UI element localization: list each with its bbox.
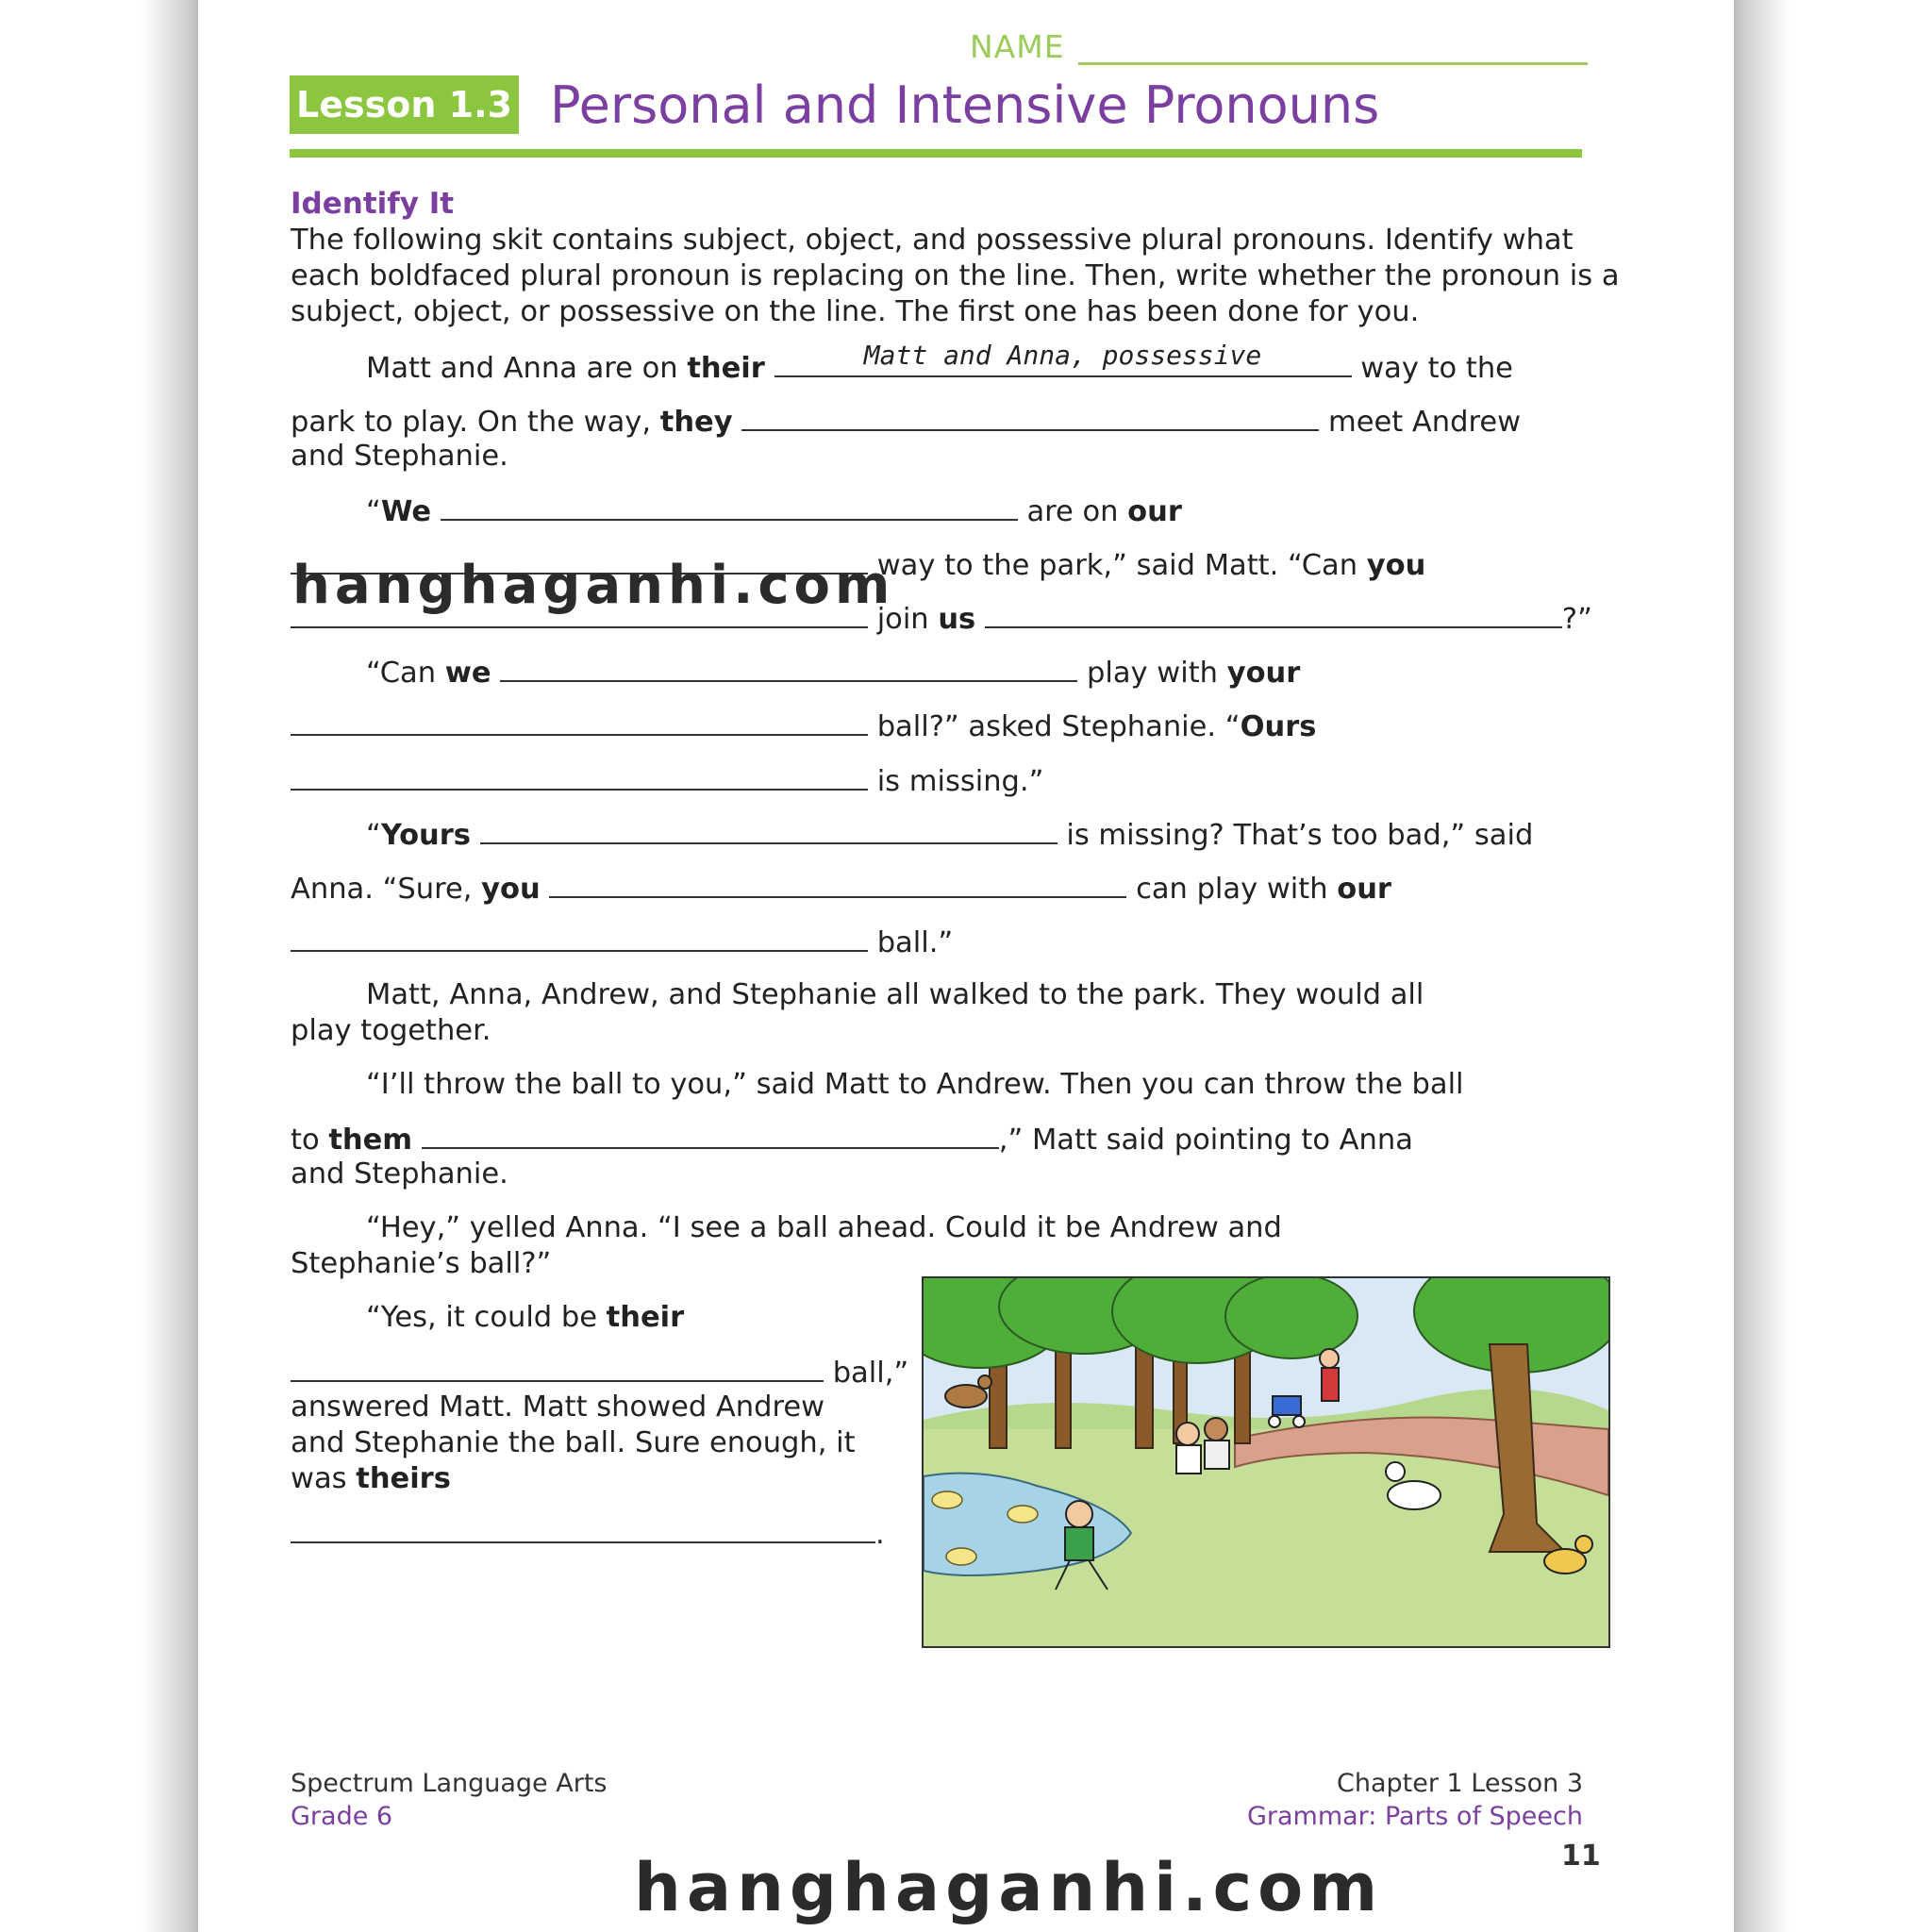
answer-line[interactable]	[500, 654, 1077, 682]
skit-line-8: ball?” asked Stephanie. “Ours	[291, 708, 1316, 745]
answer-line[interactable]	[422, 1121, 999, 1149]
answer-line[interactable]	[985, 600, 1562, 628]
skit-line-20: “Yes, it could be their	[366, 1301, 685, 1334]
title-rule	[290, 149, 1582, 158]
skit-line-7: “Can we play with your	[366, 654, 1300, 691]
lesson-badge: Lesson 1.3	[290, 75, 519, 134]
watermark-bottom: hanghaganhi.com	[634, 1849, 1384, 1926]
lesson-title: Personal and Intensive Pronouns	[550, 75, 1380, 135]
footer-chapter: Chapter 1 Lesson 3	[1337, 1769, 1583, 1798]
answer-line[interactable]	[291, 924, 868, 952]
skit-line-14: play together.	[291, 1014, 491, 1047]
answer-line[interactable]	[774, 340, 1352, 377]
skit-line-18: “Hey,” yelled Anna. “I see a ball ahead. Could it be Andrew and	[366, 1211, 1282, 1244]
answer-line[interactable]	[741, 403, 1319, 431]
name-label: NAME	[970, 28, 1065, 65]
name-field-row	[970, 28, 1588, 65]
skit-line-24: was theirs	[291, 1462, 451, 1495]
skit-line-9: is missing.”	[291, 762, 1043, 800]
watermark-middle: hanghaganhi.com	[292, 555, 895, 616]
skit-line-17: and Stephanie.	[291, 1158, 508, 1191]
skit-line-22: answered Matt. Matt showed Andrew	[291, 1391, 825, 1424]
skit-line-1: Matt and Anna are on their Matt and Anna, possessive way to the	[366, 340, 1513, 385]
section-heading: Identify It	[291, 187, 455, 221]
skit-line-3: and Stephanie.	[291, 440, 508, 473]
skit-line-11: Anna. “Sure, you can play with our	[291, 870, 1391, 908]
answer-line[interactable]	[441, 492, 1018, 521]
page-shadow-left	[142, 0, 198, 1932]
skit-line-25: .	[291, 1515, 885, 1553]
footer-grade: Grade 6	[291, 1802, 393, 1831]
skit-line-4: “We are on our	[366, 492, 1182, 530]
footer-book-title: Spectrum Language Arts	[291, 1769, 608, 1798]
sample-answer: Matt and Anna, possessive	[863, 340, 1262, 371]
skit-line-6: join us ?”	[291, 600, 1592, 638]
skit-line-10: “Yours is missing? That’s too bad,” said	[366, 816, 1533, 854]
park-illustration	[922, 1276, 1610, 1648]
answer-line[interactable]	[480, 816, 1058, 844]
answer-line[interactable]	[291, 1354, 824, 1382]
answer-line[interactable]	[549, 870, 1126, 898]
answer-line[interactable]	[291, 1515, 875, 1543]
skit-line-23: and Stephanie the ball. Sure enough, it	[291, 1426, 856, 1459]
name-line[interactable]	[1078, 32, 1588, 65]
skit-line-2: park to play. On the way, they meet Andrew	[291, 403, 1521, 441]
skit-line-12: ball.”	[291, 924, 953, 961]
skit-line-5: way to the park,” said Matt. “Can you	[291, 546, 1425, 584]
skit-line-19: Stephanie’s ball?”	[291, 1247, 552, 1280]
skit-line-13: Matt, Anna, Andrew, and Stephanie all walked to the park. They would all	[366, 978, 1424, 1011]
page-shadow-right	[1734, 0, 1790, 1932]
answer-line[interactable]	[291, 762, 868, 791]
skit-line-15: “I’ll throw the ball to you,” said Matt to Andrew. Then you can throw the ball	[366, 1068, 1464, 1101]
answer-line[interactable]	[291, 708, 868, 736]
footer-topic: Grammar: Parts of Speech	[1246, 1802, 1583, 1831]
skit-line-21: ball,”	[291, 1354, 908, 1391]
page-number: 11	[1561, 1840, 1601, 1873]
skit-line-16: to them ,” Matt said pointing to Anna	[291, 1121, 1413, 1158]
instructions-text: The following skit contains subject, object, and possessive plural pronouns. Identify what each boldfaced plural pronoun is replacing on the line. Then, write whether the pronoun is a subject, object, or possessive on the line. The first one has been done for you.	[291, 224, 1620, 328]
